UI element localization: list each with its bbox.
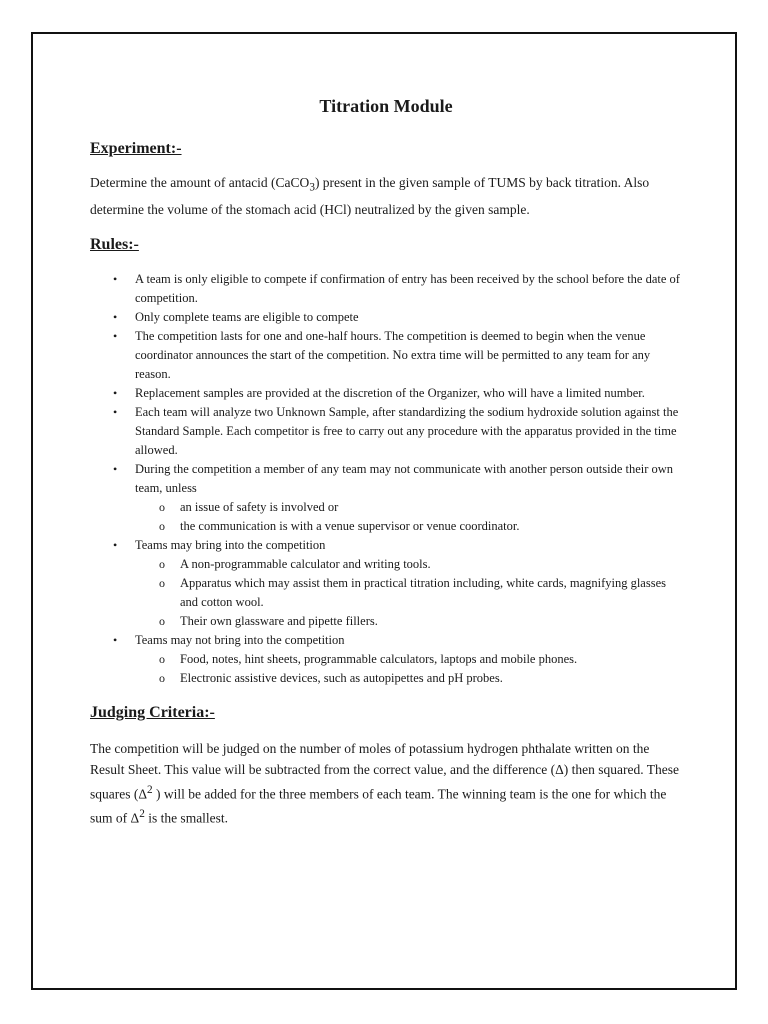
judging-superscript-1: 2 xyxy=(147,783,153,796)
sub-list-item xyxy=(159,574,682,612)
sub-list-item xyxy=(159,612,682,631)
sub-bullet-icon: o xyxy=(159,613,165,628)
judging-text-part1: The competition will be judged on the number of moles of potassium hydrogen phthalate written on the Result Sheet. This value will be subtracted from the correct value, and the difference (Δ) then squared. These squares (Δ xyxy=(90,740,679,802)
rule-text: Only complete teams are eligible to compete xyxy=(135,309,359,324)
bullet-icon: • xyxy=(113,537,118,552)
experiment-paragraph xyxy=(90,172,682,220)
experiment-text-part2: ) present in the given sample of TUMS by back titration. Also determine the volume of the stomach acid (HCl) neutralized by the given sample. xyxy=(90,175,650,217)
judging-paragraph xyxy=(90,738,682,829)
sub-list-item xyxy=(159,650,682,669)
sub-list-item xyxy=(159,517,682,536)
sub-item-text: Electronic assistive devices, such as autopipettes and pH probes. xyxy=(180,670,503,685)
rule-item xyxy=(113,631,682,688)
sub-list xyxy=(135,555,682,631)
rule-item xyxy=(113,327,682,384)
judging-superscript-2: 2 xyxy=(139,808,145,821)
sub-bullet-icon: o xyxy=(159,556,165,571)
rule-text: The competition lasts for one and one-half hours. The competition is deemed to begin when the venue coordinator announces the start of the competition. No extra time will be permitted to any team for any reason. xyxy=(135,328,651,381)
rules-list xyxy=(90,270,682,688)
rule-item xyxy=(113,536,682,631)
rule-text: A team is only eligible to compete if confirmation of entry has been received by the school before the date of competition. xyxy=(135,271,680,305)
judging-text-part3: is the smallest. xyxy=(144,810,229,826)
sub-list xyxy=(135,498,682,536)
rule-item xyxy=(113,460,682,536)
sub-item-text: the communication is with a venue supervisor or venue coordinator. xyxy=(180,518,520,533)
sub-list xyxy=(135,650,682,688)
bullet-icon: • xyxy=(113,632,118,647)
experiment-text-part1: Determine the amount of antacid (CaCO xyxy=(90,175,310,190)
sub-list-item xyxy=(159,555,682,574)
document-title: Titration Module xyxy=(319,96,453,116)
bullet-icon: • xyxy=(113,309,118,324)
rule-item xyxy=(113,270,682,308)
sub-bullet-icon: o xyxy=(159,575,165,590)
rule-text: Teams may bring into the competition xyxy=(135,537,326,552)
sub-item-text: Food, notes, hint sheets, programmable calculators, laptops and mobile phones. xyxy=(180,651,578,666)
sub-bullet-icon: o xyxy=(159,499,165,514)
sub-bullet-icon: o xyxy=(159,518,165,533)
bullet-icon: • xyxy=(113,271,118,286)
document-body xyxy=(90,94,682,829)
rule-text: During the competition a member of any team may not communicate with another person outside their own team, unless xyxy=(135,461,674,495)
sub-item-text: an issue of safety is involved or xyxy=(180,499,339,514)
rule-text: Teams may not bring into the competition xyxy=(135,632,345,647)
bullet-icon: • xyxy=(113,328,118,343)
sub-list-item xyxy=(159,669,682,688)
sub-list-item xyxy=(159,498,682,517)
sub-bullet-icon: o xyxy=(159,670,165,685)
rule-item xyxy=(113,308,682,327)
sub-item-text: A non-programmable calculator and writing tools. xyxy=(180,556,431,571)
bullet-icon: • xyxy=(113,461,118,476)
rule-item xyxy=(113,384,682,403)
rules-heading: Rules:- xyxy=(90,235,139,253)
experiment-heading: Experiment:- xyxy=(90,140,182,157)
sub-item-text: Their own glassware and pipette fillers. xyxy=(180,613,378,628)
sub-item-text: Apparatus which may assist them in practical titration including, white cards, magnifying glasses and cotton wool. xyxy=(180,575,666,609)
bullet-icon: • xyxy=(113,404,118,419)
sub-bullet-icon: o xyxy=(159,651,165,666)
rule-text: Each team will analyze two Unknown Sample, after standardizing the sodium hydroxide solution against the Standard Sample. Each competitor is free to carry out any procedure with the apparatus provided in the time allowed. xyxy=(135,404,679,457)
rule-item xyxy=(113,403,682,460)
experiment-subscript: 3 xyxy=(309,181,315,194)
rule-text: Replacement samples are provided at the discretion of the Organizer, who will have a limited number. xyxy=(135,385,645,400)
bullet-icon: • xyxy=(113,385,118,400)
judging-text-part2: ) will be added for the three members of each team. The winning team is the one for which the sum of Δ xyxy=(90,786,667,826)
judging-heading: Judging Criteria:- xyxy=(90,703,215,721)
